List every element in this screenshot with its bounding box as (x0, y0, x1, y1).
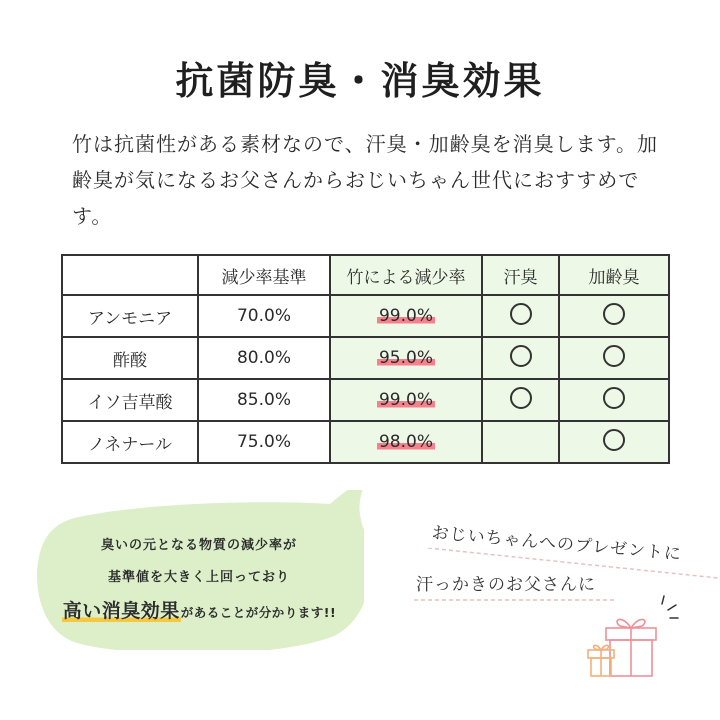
standard-rate: 70.0% (198, 295, 330, 337)
bamboo-rate-cell (330, 295, 482, 337)
aging-cell (559, 337, 669, 379)
standard-rate: 85.0% (198, 379, 330, 421)
header-standard: 減少率基準 (198, 255, 330, 295)
large-gift-icon (606, 619, 656, 676)
substance-name: ノネナール (62, 421, 198, 463)
circle-mark-icon (603, 303, 625, 325)
aging-cell (559, 421, 669, 463)
bubble-line-3-rest: があることが分かります!! (180, 605, 337, 620)
bamboo-rate-cell (330, 379, 482, 421)
bubble-line-3 (34, 596, 364, 623)
table-row (62, 337, 669, 379)
sweat-cell (482, 337, 559, 379)
standard-rate: 80.0% (198, 337, 330, 379)
circle-mark-icon (603, 429, 625, 451)
circle-mark-icon (510, 345, 532, 367)
bamboo-rate: 99.0% (378, 306, 433, 326)
sparkle-lines-icon (662, 596, 678, 618)
header-blank (62, 255, 198, 295)
header-sweat: 汗臭 (482, 255, 559, 295)
bamboo-rate: 99.0% (378, 390, 433, 410)
speech-bubble-text (34, 530, 364, 623)
substance-name: アンモニア (62, 295, 198, 337)
circle-mark-icon (603, 387, 625, 409)
bubble-line-2: 基準値を大きく上回っており (107, 570, 290, 585)
bamboo-rate: 98.0% (378, 432, 433, 452)
table-header-row (62, 255, 669, 295)
sweat-cell (482, 295, 559, 337)
substance-name: イソ吉草酸 (62, 379, 198, 421)
header-bamboo-rate: 竹による減少率 (330, 255, 482, 295)
tag-gift-grandpa: おじいちゃんへのプレゼントに (430, 523, 683, 565)
aging-cell (559, 295, 669, 337)
standard-rate: 75.0% (198, 421, 330, 463)
bamboo-rate-cell (330, 337, 482, 379)
header-aging: 加齢臭 (559, 255, 669, 295)
table-row (62, 379, 669, 421)
circle-mark-icon (510, 387, 532, 409)
bubble-emphasis: 高い消臭効果 (62, 600, 180, 622)
substance-name: 酢酸 (62, 337, 198, 379)
bubble-line-1: 臭いの元となる物質の減少率が (100, 538, 297, 553)
table-row (62, 421, 669, 463)
table-row (62, 295, 669, 337)
gift-box-icon (582, 592, 682, 682)
sweat-cell (482, 379, 559, 421)
deodorize-table (61, 254, 670, 464)
aging-cell (559, 379, 669, 421)
page-title: 抗菌防臭・消臭効果 (175, 59, 545, 103)
tag-sweaty-father: 汗っかきのお父さんに (416, 575, 596, 595)
circle-mark-icon (510, 303, 532, 325)
bamboo-rate: 95.0% (378, 348, 433, 368)
intro-text: 竹は抗菌性がある素材なので、汗臭・加齢臭を消臭します。加齢臭が気になるお父さんからおじいちゃん世代におすすめです。 (72, 132, 658, 228)
bamboo-rate-cell (330, 421, 482, 463)
circle-mark-icon (603, 345, 625, 367)
sweat-cell (482, 421, 559, 463)
